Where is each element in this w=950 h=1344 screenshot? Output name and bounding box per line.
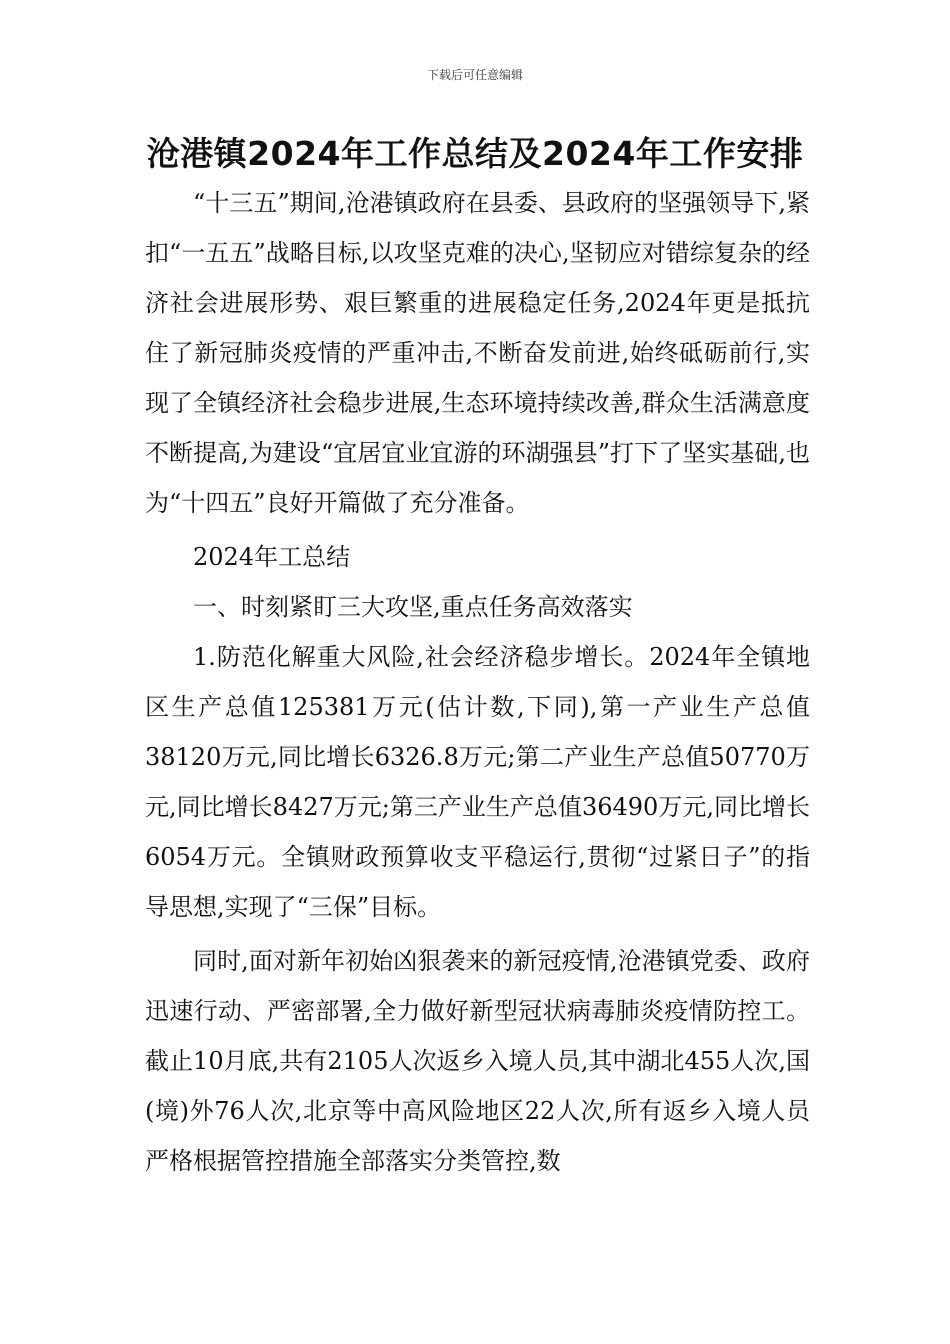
- section-heading-summary: 2024年工总结: [193, 543, 351, 571]
- paragraph-intro: “十三五”期间,沧港镇政府在县委、县政府的坚强领导下,紧扣“一五五”战略目标,以攻坚克难的决心,坚韧应对错综复杂的经济社会进展形势、艰巨繁重的进展稳定任务,2024年更是抵抗住了新冠肺炎疫情的严重冲击,不断奋发前进,始终砥砺前行,实现了全镇经济社会稳步进展,生态环境持续改善,群众生活满意度不断提高,为建设“宜居宜业宜游的环湖强县”打下了坚实基础,也为“十四五”良好开篇做了充分准备。: [145, 189, 810, 517]
- section-heading-1: 一、时刻紧盯三大攻坚,重点任务高效落实: [193, 593, 633, 621]
- paragraph-economy: 1.防范化解重大风险,社会经济稳步增长。2024年全镇地区生产总值125381万元(估计数,下同),第一产业生产总值38120万元,同比增长6326.8万元;第二产业生产总值50770万元,同比增长8427万元;第三产业生产总值36490万元,同比增长6054万元。全镇财政预算收支平稳运行,贯彻“过紧日子”的指导思想,实现了“三保”目标。: [145, 643, 810, 921]
- paragraph-epidemic: 同时,面对新年初始凶狠袭来的新冠疫情,沧港镇党委、政府迅速行动、严密部署,全力做好新型冠状病毒肺炎疫情防控工。截止10月底,共有2105人次返乡入境人员,其中湖北455人次,国(境)外76人次,北京等中高风险地区22人次,所有返乡入境人员严格根据管控措施全部落实分类管控,数: [145, 947, 810, 1175]
- header-note: 下载后可任意编辑: [426, 68, 523, 82]
- document-body: [145, 178, 810, 1186]
- document-title: 沧港镇2024年工作总结及2024年工作安排: [146, 134, 804, 173]
